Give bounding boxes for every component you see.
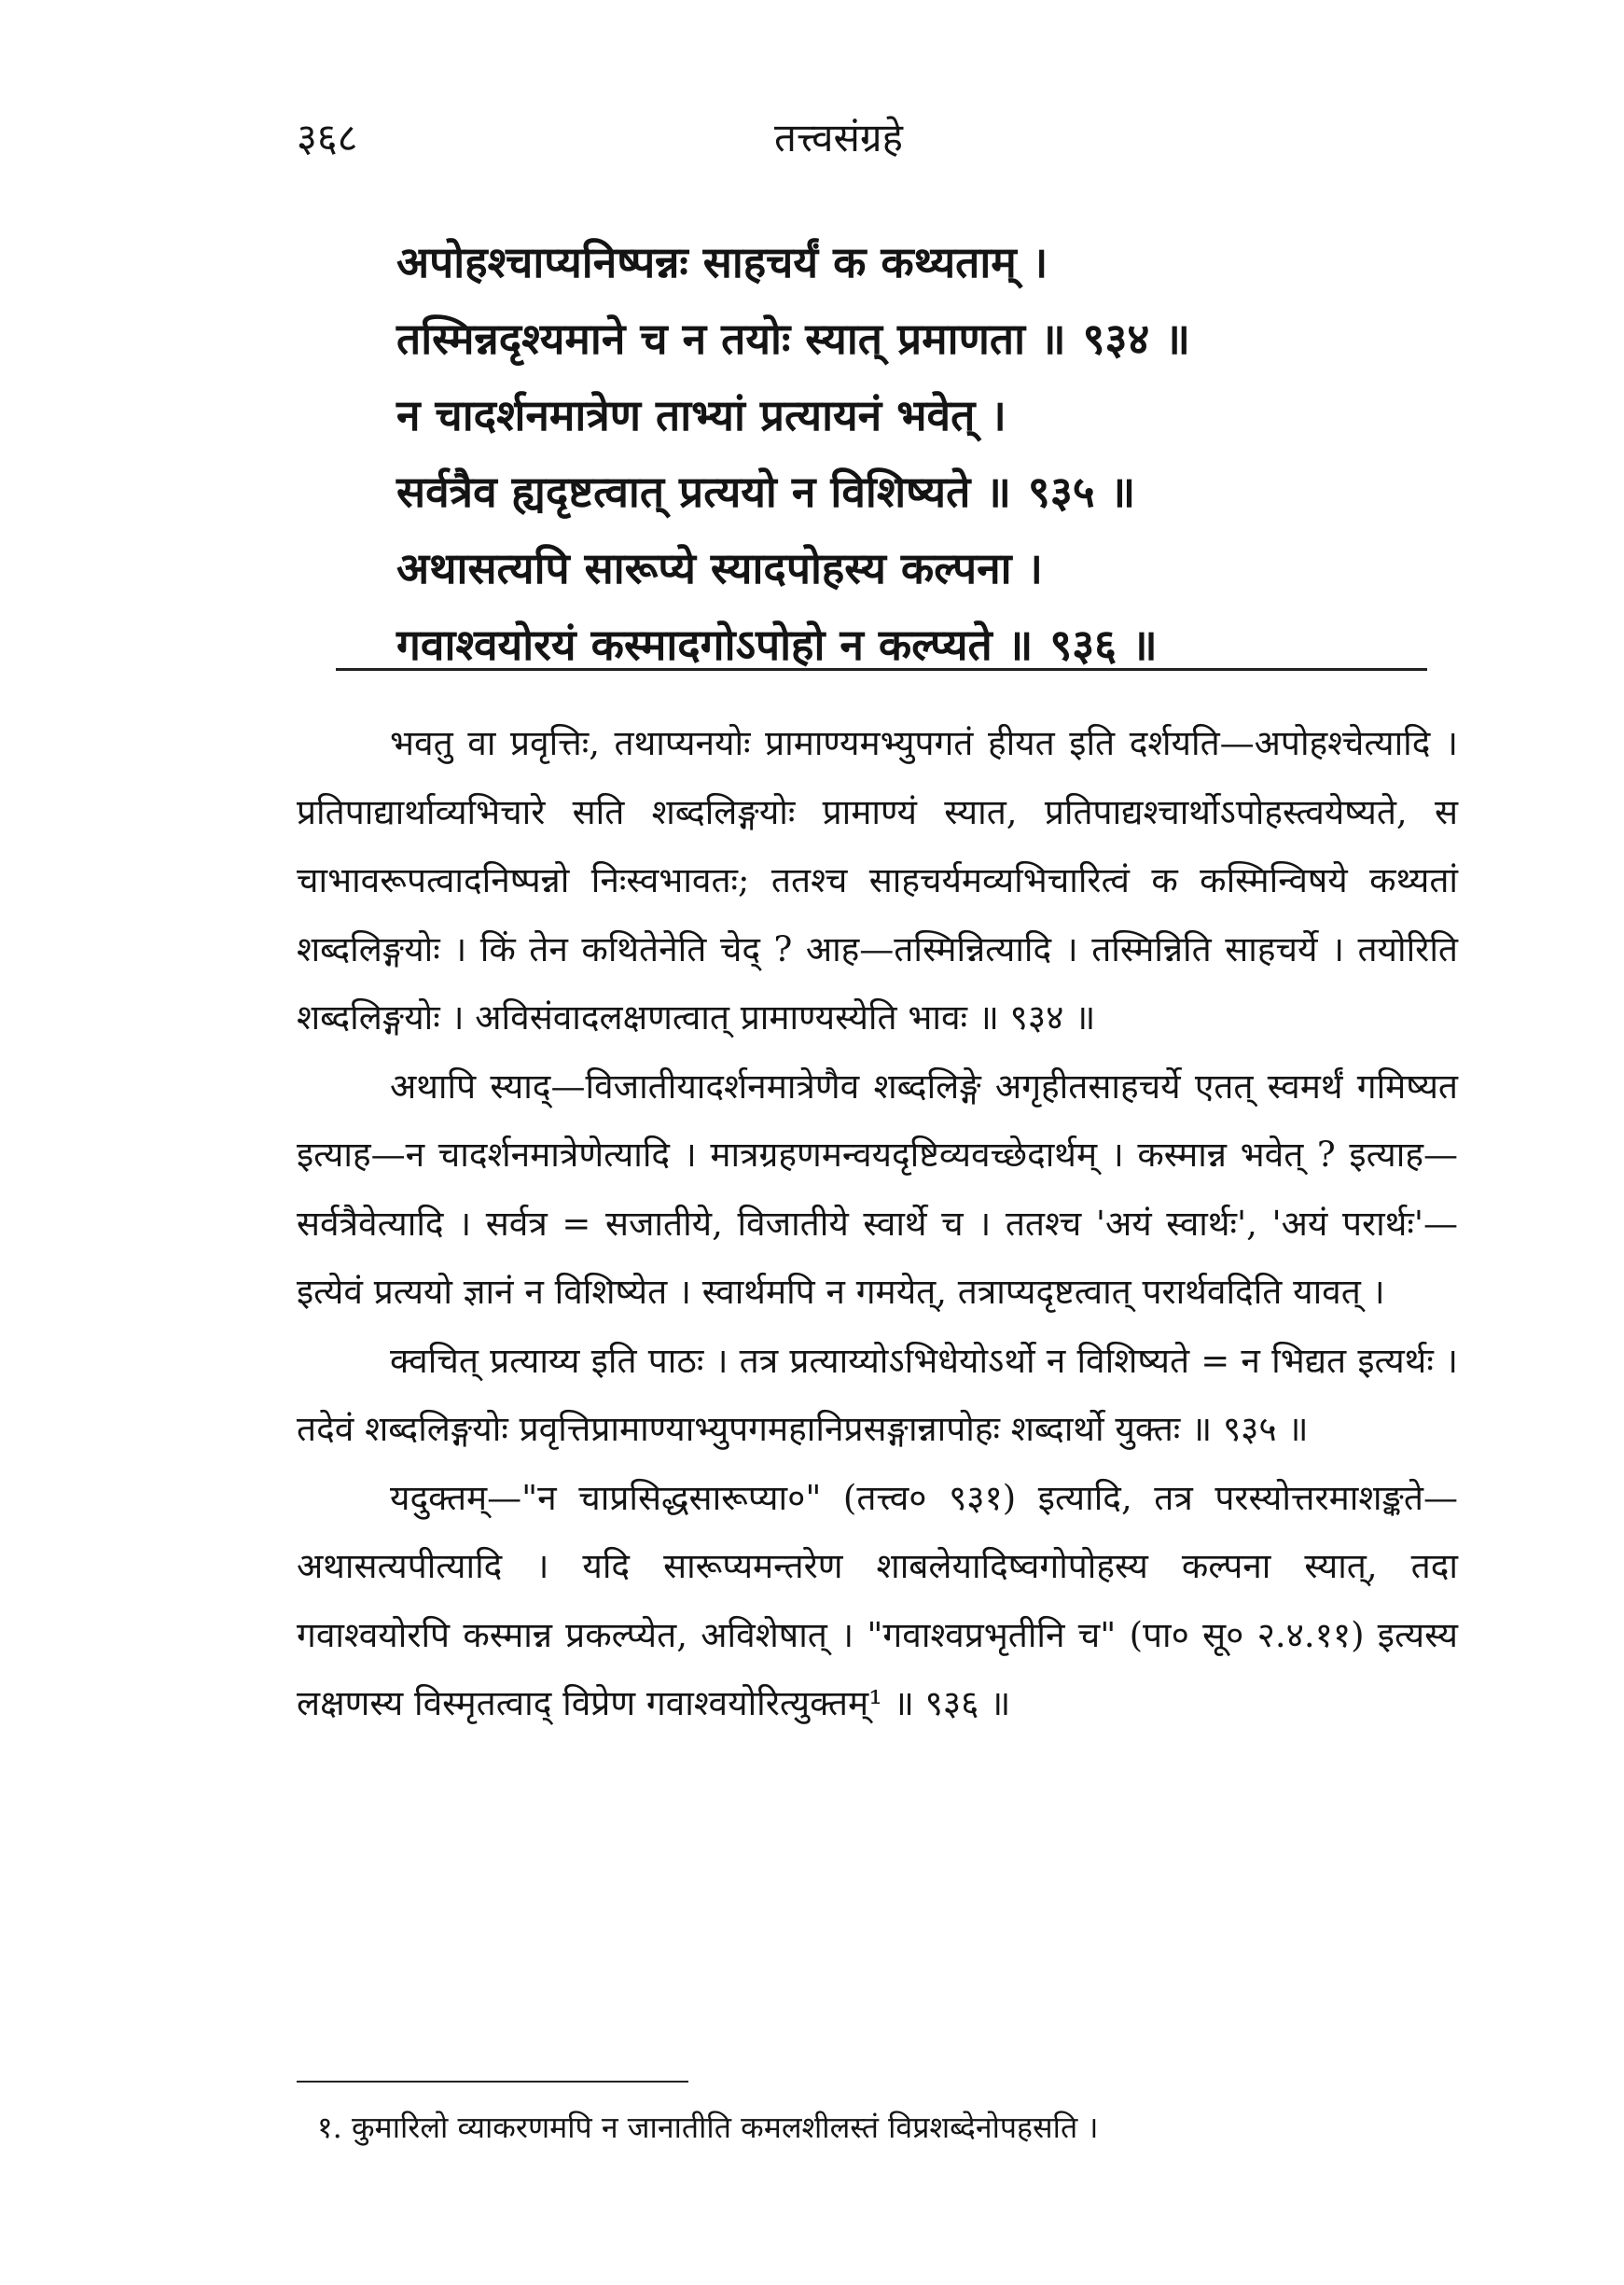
verse-number: ९३५ ॥ (1027, 467, 1136, 517)
footnote: १. कुमारिलो व्याकरणमपि न जानातीति कमलशीलस्तं विप्रशब्देनोपहसति । (317, 2110, 1099, 2145)
verse-line (396, 377, 1423, 453)
commentary-paragraph: क्वचित् प्रत्याय्य इति पाठः । तत्र प्रत्याय्योऽभिधेयोऽर्थो न विशिष्यते = न भिद्यत इत्यर्थः । तदेवं शब्दलिङ्गयोः प्रवृत्तिप्रामाण्याभ्युपगमहानिप्रसङ्गान्नापोहः शब्दार्थो युक्तः ॥ ९३५ ॥ (297, 1340, 1458, 1449)
verse-block (396, 224, 1423, 683)
verse-number: ९३४ ॥ (1082, 313, 1190, 364)
footnote-divider (297, 2081, 688, 2083)
verse-line (396, 530, 1423, 606)
verse-text: गवाश्वयोरयं कस्मादगोऽपोहो न कल्प्यते ॥ (396, 620, 1034, 670)
page-number: ३६८ (297, 115, 358, 160)
verse-line (396, 300, 1423, 377)
commentary-paragraph: अथापि स्याद्—विजातीयादर्शनमात्रेणैव शब्दलिङ्गे अगृहीतसाहचर्ये एतत् स्वमर्थं गमिष्यत इत्याह—न चादर्शनमात्रेणेत्यादि । मात्रग्रहणमन्वयदृष्टिव्यवच्छेदार्थम् । कस्मान्न भवेत् ? इत्याह—सर्वत्रैवेत्यादि । सर्वत्र = सजातीये, विजातीये स्वार्थे च । ततश्च 'अयं स्वार्थः', 'अयं परार्थः'—इत्येवं प्रत्ययो ज्ञानं न विशिष्येत । स्वार्थमपि न गमयेत्, तत्राप्यदृष्टत्वात् परार्थवदिति यावत् । (297, 1066, 1458, 1312)
commentary-paragraph: यदुक्तम्—"न चाप्रसिद्धसारूप्या०" (तत्त्व० ९३१) इत्यादि, तत्र परस्योत्तरमाशङ्कते—अथासत्यपीत्यादि । यदि सारूप्यमन्तरेण शाबलेयादिष्वगोपोहस्य कल्पना स्यात्, तदा गवाश्वयोरपि कस्मान्न प्रकल्प्येत, अविशेषात् । "गवाश्वप्रभृतीनि च" (पा० सू० २.४.११) इत्यस्य लक्षणस्य विस्मृतत्वाद् विप्रेण गवाश्वयोरित्युक्तम्¹ ॥ ९३६ ॥ (297, 1477, 1458, 1723)
verse-text: तस्मिन्नदृश्यमाने च न तयोः स्यात् प्रमाणता ॥ (396, 313, 1066, 364)
commentary-paragraph: भवतु वा प्रवृत्तिः, तथाप्यनयोः प्रामाण्यमभ्युपगतं हीयत इति दर्शयति—अपोहश्चेत्यादि । प्रतिपाद्यार्थाव्यभिचारे सति शब्दलिङ्गयोः प्रामाण्यं स्यात, प्रतिपाद्यश्चार्थोऽपोहस्त्वयेष्यते, स चाभावरूपत्वादनिष्पन्नो निःस्वभावतः; ततश्च साहचर्यमव्यभिचारित्वं क कस्मिन्विषये कथ्यतां शब्दलिङ्गयोः । किं तेन कथितेनेति चेद् ? आह—तस्मिन्नित्यादि । तस्मिन्निति साहचर्ये । तयोरिति शब्दलिङ्गयोः । अविसंवादलक्षणत्वात् प्रामाण्यस्येति भावः ॥ ९३४ ॥ (297, 723, 1458, 1038)
verse-line (396, 453, 1423, 530)
verse-text: सर्वत्रैव ह्यदृष्टत्वात् प्रत्ययो न विशिष्यते ॥ (396, 467, 1011, 517)
running-head: तत्त्वसंग्रहे (774, 115, 903, 160)
verse-number: ९३६ ॥ (1049, 620, 1158, 670)
verse-text: अपोहश्चाप्यनिष्पन्नः साहचर्यं क कथ्यताम् । (396, 237, 1048, 287)
verse-text: न चादर्शनमात्रेण ताभ्यां प्रत्यायनं भवेत् । (396, 390, 1006, 440)
verse-line (396, 606, 1423, 683)
verse-text: अथासत्यपि सारूप्ये स्यादपोहस्य कल्पना । (396, 543, 1043, 593)
verse-divider (336, 668, 1427, 671)
commentary (297, 709, 1458, 1738)
verse-line (396, 224, 1423, 300)
